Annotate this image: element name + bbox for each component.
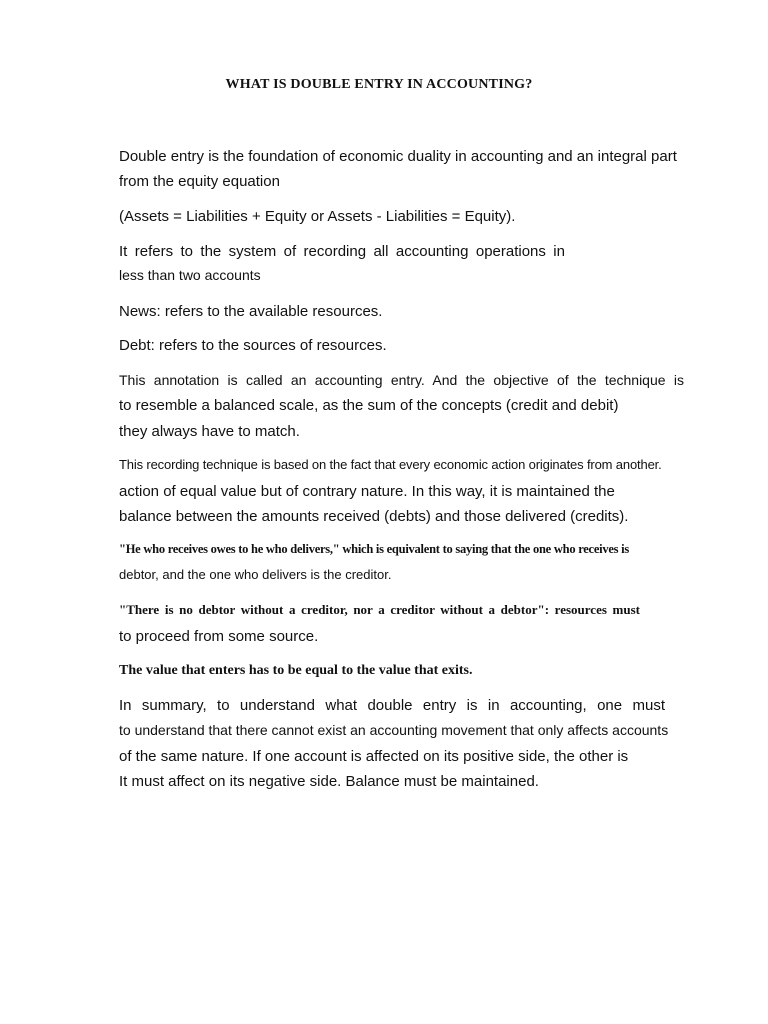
paragraph-line: to proceed from some source.	[119, 628, 319, 645]
paragraph-line: This recording technique is based on the fact that every economic action originates from another.	[119, 457, 662, 472]
paragraph-line: This annotation is called an accounting entry. And the objective of the technique is	[119, 372, 684, 388]
quote-line: "There is no debtor without a creditor, nor a creditor without a debtor": resources must	[119, 602, 640, 617]
paragraph-line: News: refers to the available resources.	[119, 303, 383, 320]
paragraph-line: of the same nature. If one account is affected on its positive side, the other is	[119, 748, 629, 765]
paragraph-line: to resemble a balanced scale, as the sum of the concepts (credit and debit)	[119, 397, 619, 414]
paragraph-line: balance between the amounts received (debts) and those delivered (credits).	[119, 508, 629, 525]
paragraph-line: debtor, and the one who delivers is the creditor.	[119, 567, 392, 582]
emphasis-line: The value that enters has to be equal to the value that exits.	[119, 663, 473, 678]
paragraph-line: they always have to match.	[119, 423, 300, 440]
paragraph-line: less than two accounts	[119, 267, 261, 283]
paragraph-line: It refers to the system of recording all accounting operations in	[119, 243, 565, 260]
paragraph-line: Debt: refers to the sources of resources.	[119, 337, 387, 354]
quote-line: "He who receives owes to he who delivers," which is equivalent to saying that the one who receives is	[119, 542, 630, 556]
paragraph-line: from the equity equation	[119, 173, 280, 190]
document-title: WHAT IS DOUBLE ENTRY IN ACCOUNTING?	[225, 77, 533, 92]
paragraph-line: action of equal value but of contrary nature. In this way, it is maintained the	[119, 483, 615, 500]
paragraph-line: In summary, to understand what double entry is in accounting, one must	[119, 697, 665, 714]
paragraph-line: Double entry is the foundation of economic duality in accounting and an integral part	[119, 148, 677, 165]
paragraph-line: to understand that there cannot exist an accounting movement that only affects accounts	[119, 722, 669, 738]
paragraph-line: It must affect on its negative side. Balance must be maintained.	[119, 773, 539, 790]
paragraph-line: (Assets = Liabilities + Equity or Assets - Liabilities = Equity).	[119, 208, 516, 225]
